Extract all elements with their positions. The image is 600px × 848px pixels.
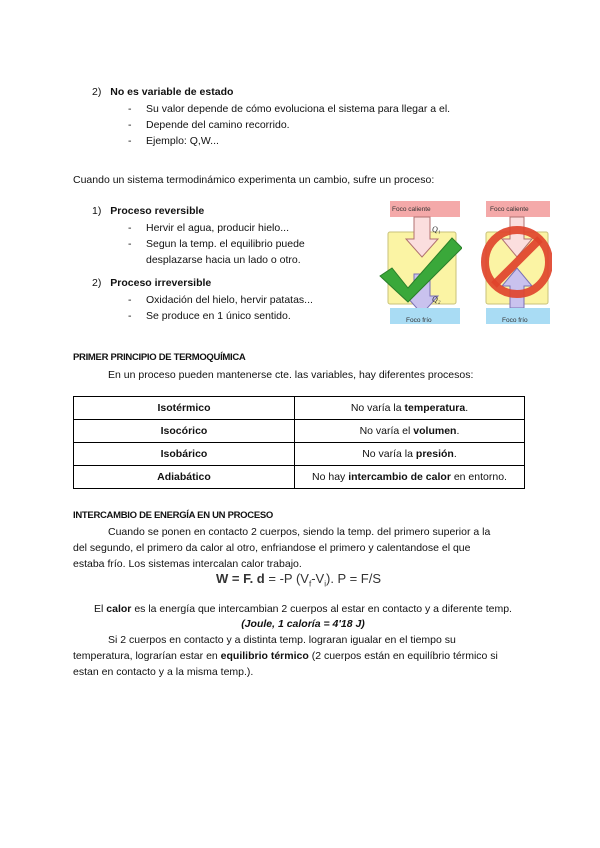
first-principle-heading: PRIMER PRINCIPIO DE TERMOQUÍMICA <box>73 352 246 363</box>
table-row <box>74 397 525 420</box>
list-item: - Hervir el agua, producir hielo... <box>128 220 338 236</box>
energy-paragraph <box>73 524 533 572</box>
irreversible-number: 2) <box>92 277 102 289</box>
work-formula: W = F. d = -P $(V_f-V_i)$. P = F/S <box>216 571 382 589</box>
irreversible-title: Proceso irreversible <box>110 277 212 289</box>
reversible-bullets <box>128 220 338 268</box>
process-name: Isocórico <box>74 420 295 443</box>
list-item: - Ejemplo: Q,W... <box>128 133 450 149</box>
state-title: No es variable de estado <box>110 86 234 98</box>
cold-label: Foco frío <box>406 317 432 324</box>
q1-label: Q₁ <box>432 225 441 234</box>
table-row <box>74 420 525 443</box>
energy-line: del segundo, el primero da calor al otro, enfriandose el primero y calentandose el que <box>73 542 471 554</box>
irreversible-diagram <box>478 198 552 328</box>
reversible-diagram <box>378 198 462 328</box>
irreversible-section <box>92 277 211 289</box>
equilibrium-line: estan en contacto y a la misma temp.). <box>73 666 254 678</box>
equilibrium-line: Si 2 cuerpos en contacto y a distinta temp. lograran igualar en el tiempo su <box>108 634 456 646</box>
reversible-number: 1) <box>92 205 102 217</box>
list-item: - Depende del camino recorrido. <box>128 117 450 133</box>
process-table <box>73 396 525 489</box>
process-name: Isotérmico <box>74 397 295 420</box>
reversible-section <box>92 205 204 217</box>
intro-process: Cuando un sistema termodinámico experimenta un cambio, sufre un proceso: <box>73 174 435 186</box>
table-row <box>74 466 525 489</box>
state-bullets <box>128 101 450 149</box>
q2-label: Q₂ <box>432 295 441 304</box>
energy-heading: INTERCAMBIO DE ENERGÍA EN UN PROCESO <box>73 510 273 521</box>
energy-line: Cuando se ponen en contacto 2 cuerpos, siendo la temp. del primero superior a la <box>108 526 491 538</box>
list-item: - Se produce en 1 único sentido. <box>128 308 313 324</box>
process-desc: No varía el volumen. <box>294 420 524 443</box>
heat-definition: El calor es la energía que intercambian 2 cuerpos al estar en contacto y a diferente temp. <box>94 603 512 615</box>
process-name: Adiabático <box>74 466 295 489</box>
equilibrium-line: temperatura, lograrían estar en equilibrio térmico (2 cuerpos están en equilíbrio térmico si <box>73 650 498 662</box>
first-principle-intro: En un proceso pueden mantenerse cte. las variables, hay diferentes procesos: <box>108 369 474 381</box>
state-number: 2) <box>92 86 102 98</box>
process-desc: No hay intercambio de calor en entorno. <box>294 466 524 489</box>
list-item: - Su valor depende de cómo evoluciona el sistema para llegar a el. <box>128 101 450 117</box>
hot-label: Foco caliente <box>490 206 529 213</box>
irreversible-bullets <box>128 292 313 324</box>
list-item: - Segun la temp. el equilibrio puede desplazarse hacia un lado o otro. <box>128 236 338 268</box>
table-row <box>74 443 525 466</box>
process-name: Isobárico <box>74 443 295 466</box>
reversible-title: Proceso reversible <box>110 205 205 217</box>
state-section <box>92 86 233 98</box>
list-item: - Oxidación del hielo, hervir patatas... <box>128 292 313 308</box>
process-desc: No varía la presión. <box>294 443 524 466</box>
hot-label: Foco caliente <box>392 206 431 213</box>
energy-line: estaba frío. Los sistemas intercalan calor trabajo. <box>73 558 302 570</box>
joule-note: (Joule, 1 caloría = 4'18 J) <box>241 618 365 630</box>
cold-label: Foco frío <box>502 317 528 324</box>
process-desc: No varía la temperatura. <box>294 397 524 420</box>
equilibrium-paragraph <box>73 632 543 680</box>
